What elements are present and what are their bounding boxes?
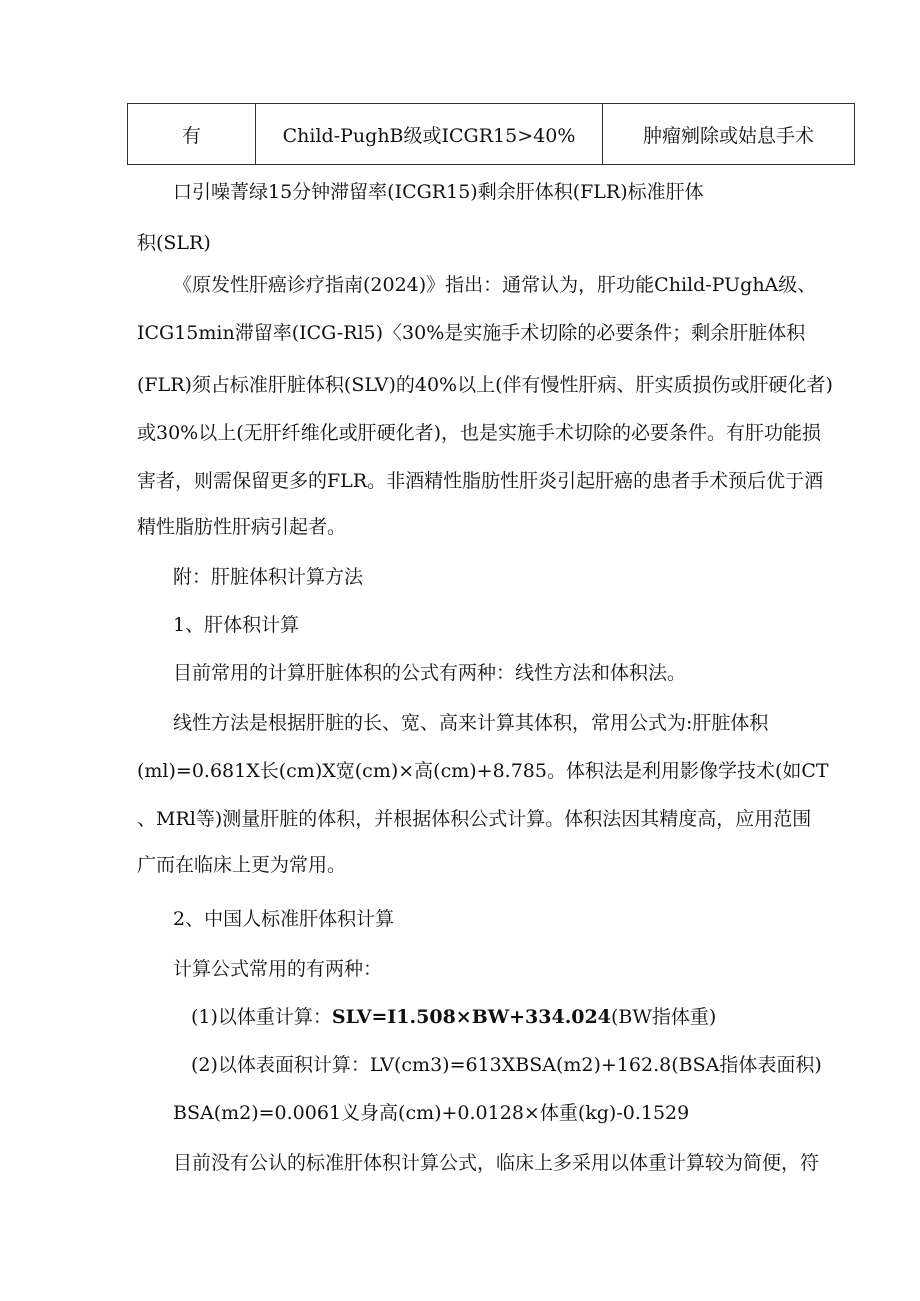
text-line: (FLR)须占标准肝脏体积(SLV)的40%以上(伴有慢性肝病、肝实质损伤或肝硬化者)	[137, 374, 833, 396]
text-line: 害者，则需保留更多的FLR。非酒精性脂肪性肝炎引起肝癌的患者手术预后优于酒	[137, 470, 824, 492]
formula-line: BSA(m2)=0.0061义身高(cm)+0.0128×体重(kg)-0.1529	[173, 1102, 690, 1124]
table-cell-criteria: Child-PughB级或ICGR15>40%	[256, 104, 603, 165]
section-heading: 附：肝脏体积计算方法	[173, 566, 364, 588]
formula-line: (2)以体表面积计算：LV(cm3)=613XBSA(m2)+162.8(BSA指体表面积)	[191, 1054, 822, 1076]
text-line: 或30%以上(无肝纤维化或肝硬化者)，也是实施手术切除的必要条件。有肝功能损	[137, 422, 822, 444]
text-line: 《原发性肝癌诊疗指南(2024)》指出：通常认为，肝功能Child-PUghA级、	[173, 274, 817, 296]
text-line: 广而在临床上更为常用。	[137, 854, 347, 876]
formula-note: (BW指体重)	[610, 1006, 717, 1028]
section-heading: 2、中国人标准肝体积计算	[173, 908, 395, 930]
section-heading: 1、肝体积计算	[173, 614, 300, 636]
criteria-table	[127, 103, 855, 165]
text-line: 目前常用的计算肝脏体积的公式有两种：线性方法和体积法。	[173, 662, 687, 684]
formula-label: (1)以体重计算：	[191, 1006, 332, 1028]
text-line: ICG15min滞留率(ICG-Rl5)〈30%是实施手术切除的必要条件；剩余肝脏体积	[137, 322, 806, 344]
text-line: 、MRl等)测量肝脏的体积，并根据体积公式计算。体积法因其精度高，应用范围	[137, 808, 812, 830]
text-line: 计算公式常用的有两种：	[173, 958, 383, 980]
formula-line	[191, 1005, 716, 1029]
text-line: 目前没有公认的标准肝体积计算公式，临床上多采用以体重计算较为简便，符	[173, 1152, 820, 1174]
text-line: 口引噪菁绿15分钟滞留率(ICGR15)剩余肝体积(FLR)标准肝体	[173, 181, 704, 203]
table-cell-presence: 有	[128, 104, 256, 165]
formula-expression: SLV=I1.508×BW+334.024	[331, 1006, 611, 1028]
text-line: 精性脂肪性肝病引起者。	[137, 516, 347, 538]
table-cell-procedure: 肿瘤剜除或姑息手术	[603, 104, 855, 165]
text-line: 线性方法是根据肝脏的长、宽、高来计算其体积，常用公式为:肝脏体积	[173, 712, 769, 734]
text-line: (ml)=0.681X长(cm)X宽(cm)×高(cm)+8.785。体积法是利用影像学技术(如CT	[137, 760, 829, 782]
table-row	[128, 104, 855, 165]
text-line: 积(SLR)	[137, 232, 211, 254]
